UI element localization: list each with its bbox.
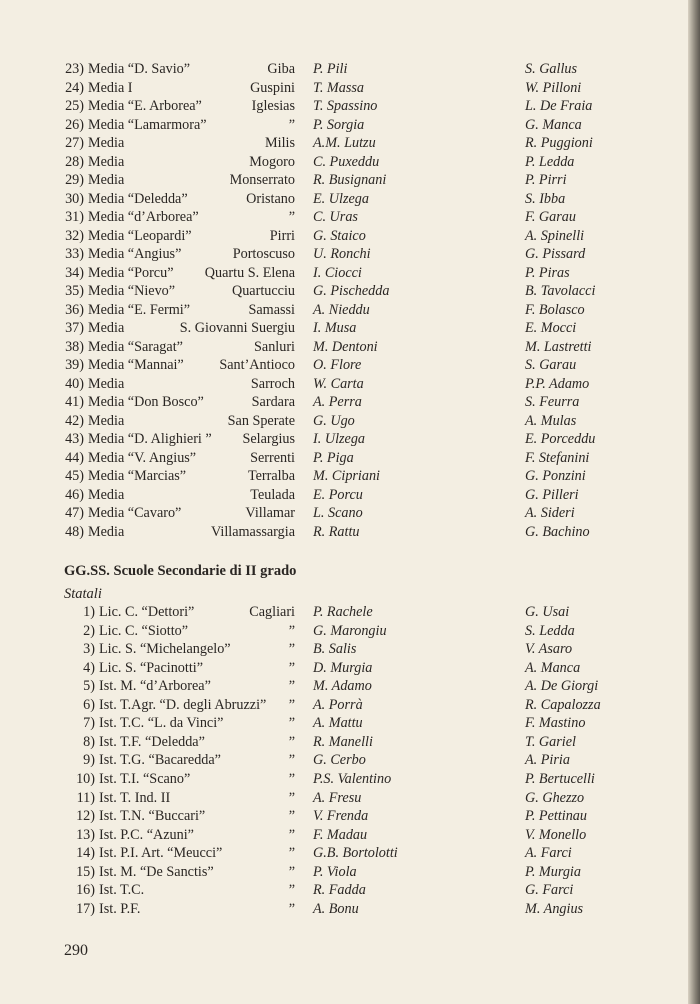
principal-name: W. Carta — [313, 375, 364, 392]
list-row — [0, 97, 690, 115]
school-name: Media “D. Alighieri ” — [88, 431, 212, 448]
principal-name: G. Marongiu — [313, 622, 387, 639]
school-name: Media “Angius” — [88, 246, 182, 263]
row-number: 1) — [83, 604, 95, 620]
school-name: Media “D. Savio” — [88, 61, 191, 77]
row-number: 40) — [65, 375, 84, 392]
teacher-name: F. Stefanini — [525, 449, 590, 466]
school-name: Ist. M. “De Sanctis” — [99, 863, 214, 880]
row-number: 31) — [65, 209, 84, 226]
principal-name: P. Rachele — [313, 604, 373, 620]
school-name: Ist. T.I. “Scano” — [99, 770, 191, 787]
principal-name: R. Busignani — [313, 172, 387, 189]
row-number: 37) — [65, 320, 84, 337]
list-row — [0, 190, 690, 208]
school-name: Media — [88, 135, 125, 152]
list-row — [0, 412, 690, 430]
row-number: 30) — [65, 190, 84, 207]
city: ” — [288, 752, 295, 769]
list-row — [0, 319, 690, 337]
city: Mogoro — [249, 153, 295, 170]
list-row — [0, 264, 690, 282]
principal-name: G. Staico — [313, 227, 366, 244]
school-name: Ist. T.G. “Bacaredda” — [99, 752, 221, 769]
school-name: Ist. T.C. “L. da Vinci” — [99, 715, 224, 732]
teacher-name: P. Piras — [525, 264, 570, 281]
city: Villamassargia — [211, 524, 295, 540]
teacher-name: P. Pettinau — [525, 808, 587, 825]
row-number: 5) — [83, 678, 95, 695]
teacher-name: A. Piria — [525, 752, 570, 769]
principal-name: G.B. Bortolotti — [313, 845, 398, 862]
school-name: Media I — [88, 79, 133, 96]
city: Sardara — [251, 394, 295, 411]
city: Quartu S. Elena — [204, 264, 295, 281]
row-number: 13) — [76, 826, 95, 843]
school-name: Ist. T.F. “Deledda” — [99, 733, 205, 750]
city: Cagliari — [249, 604, 295, 620]
list-row — [0, 208, 690, 226]
principal-name: P. Sorgia — [313, 116, 365, 133]
teacher-name: G. Manca — [525, 116, 582, 133]
principal-name: E. Ulzega — [313, 190, 369, 207]
principal-name: R. Fadda — [313, 882, 366, 899]
list-row — [0, 714, 690, 732]
city: Terralba — [247, 468, 295, 485]
school-name: Media “V. Angius” — [88, 449, 197, 466]
principal-name: O. Flore — [313, 357, 362, 374]
row-number: 16) — [76, 882, 95, 899]
principal-name: A. Nieddu — [313, 301, 370, 318]
school-name: Media “Mannai” — [88, 357, 184, 374]
list-row — [0, 430, 690, 448]
teacher-name: G. Ponzini — [525, 468, 586, 485]
teacher-name: G. Pilleri — [525, 486, 579, 503]
section-heading: GG.SS. Scuole Secondarie di II grado — [64, 563, 297, 579]
list-row — [0, 622, 690, 640]
school-name: Media — [88, 153, 125, 170]
list-row — [0, 245, 690, 263]
principal-name: L. Scano — [313, 505, 363, 522]
teacher-name: P. Ledda — [525, 153, 575, 170]
teacher-name: P. Bertucelli — [525, 770, 595, 787]
list-row — [0, 282, 690, 300]
row-number: 38) — [65, 338, 84, 355]
city: ” — [288, 733, 295, 750]
teacher-name: A. Farci — [525, 845, 572, 862]
row-number: 28) — [65, 153, 84, 170]
row-number: 44) — [65, 449, 84, 466]
school-name: Ist. P.I. Art. “Meucci” — [99, 845, 223, 862]
school-name: Ist. T.Agr. “D. degli Abruzzi” — [99, 696, 267, 713]
city: ” — [288, 863, 295, 880]
page-number: 290 — [64, 942, 88, 959]
principal-name: M. Cipriani — [313, 468, 381, 485]
row-number: 14) — [76, 845, 95, 862]
school-name: Media “Porcu” — [88, 264, 174, 281]
school-name: Ist. P.F. — [99, 900, 141, 917]
teacher-name: A. Mulas — [525, 412, 577, 429]
school-name: Media “Marcias” — [88, 468, 187, 485]
list-row — [0, 807, 690, 825]
principal-name: G. Cerbo — [313, 752, 366, 769]
teacher-name: S. Gallus — [525, 61, 578, 77]
principal-name: R. Manelli — [313, 733, 373, 750]
teacher-name: T. Gariel — [525, 733, 576, 750]
principal-name: B. Salis — [313, 641, 357, 658]
list-row — [0, 770, 690, 788]
city: Selargius — [242, 431, 295, 448]
list-row — [0, 900, 690, 918]
row-number: 34) — [65, 264, 84, 281]
teacher-name: E. Mocci — [525, 320, 577, 337]
list-row — [0, 393, 690, 411]
principal-name: A. Bonu — [313, 900, 359, 917]
teacher-name: P.P. Adamo — [525, 375, 590, 392]
city: ” — [288, 900, 295, 917]
teacher-name: M. Lastretti — [525, 338, 592, 355]
school-name: Media “E. Arborea” — [88, 98, 202, 115]
principal-name: C. Uras — [313, 209, 358, 226]
city: ” — [288, 641, 295, 658]
principal-name: A.M. Lutzu — [313, 135, 376, 152]
school-name: Lic. S. “Michelangelo” — [99, 641, 231, 658]
list-row — [0, 227, 690, 245]
principal-name: E. Porcu — [313, 486, 363, 503]
principal-name: A. Fresu — [313, 789, 362, 806]
teacher-name: A. Sideri — [525, 505, 575, 522]
principal-name: T. Spassino — [313, 98, 378, 115]
row-number: 4) — [83, 659, 95, 676]
principal-name: A. Porrà — [313, 696, 363, 713]
principal-name: M. Dentoni — [313, 338, 378, 355]
teacher-name: B. Tavolacci — [525, 283, 596, 300]
principal-name: I. Ulzega — [313, 431, 366, 448]
list-row — [0, 789, 690, 807]
row-number: 9) — [83, 752, 95, 769]
row-number: 3) — [83, 641, 95, 658]
teacher-name: S. Feurra — [525, 394, 580, 411]
city: San Sperate — [227, 412, 295, 429]
list-row — [0, 640, 690, 658]
school-name: Ist. T.C. — [99, 882, 145, 899]
list-row — [0, 603, 690, 621]
section-subheading: Statali — [64, 586, 102, 602]
teacher-name: R. Capalozza — [525, 696, 601, 713]
list-row — [0, 153, 690, 171]
city: Oristano — [246, 190, 295, 207]
list-row — [0, 116, 690, 134]
city: S. Giovanni Suergiu — [179, 320, 295, 337]
school-name: Media — [88, 524, 125, 540]
teacher-name: E. Porceddu — [525, 431, 596, 448]
row-number: 29) — [65, 172, 84, 189]
row-number: 10) — [76, 770, 95, 787]
principal-name: U. Ronchi — [313, 246, 371, 263]
principal-name: M. Adamo — [313, 678, 372, 695]
teacher-name: M. Angius — [525, 900, 584, 917]
row-number: 12) — [76, 808, 95, 825]
teacher-name: A. Manca — [525, 659, 581, 676]
principal-name: A. Mattu — [313, 715, 363, 732]
list-row — [0, 523, 690, 541]
school-name: Media “E. Fermi” — [88, 301, 191, 318]
list-row — [0, 844, 690, 862]
list-row — [0, 696, 690, 714]
principal-name: P. Piga — [313, 449, 354, 466]
principal-name: I. Ciocci — [313, 264, 362, 281]
list-row — [0, 449, 690, 467]
list-row — [0, 134, 690, 152]
row-number: 11) — [76, 789, 95, 806]
teacher-name: S. Ledda — [525, 622, 575, 639]
school-name: Media — [88, 486, 125, 503]
school-name: Lic. S. “Pacinotti” — [99, 659, 204, 676]
school-name: Media “Nievo” — [88, 283, 176, 300]
school-name: Media “Leopardi” — [88, 227, 192, 244]
teacher-name: V. Asaro — [525, 641, 573, 658]
city: Quartucciu — [231, 283, 295, 300]
list-row — [0, 751, 690, 769]
principal-name: A. Perra — [313, 394, 362, 411]
school-name: Media “d’Arborea” — [88, 209, 199, 226]
city: Monserrato — [229, 172, 295, 189]
row-number: 41) — [65, 394, 84, 411]
city: Sant’Antioco — [219, 357, 295, 374]
city: ” — [288, 659, 295, 676]
school-name: Ist. M. “d’Arborea” — [99, 678, 211, 695]
school-name: Ist. T. Ind. II — [99, 789, 171, 806]
list-row — [0, 659, 690, 677]
row-number: 46) — [65, 486, 84, 503]
school-name: Media “Cavaro” — [88, 505, 182, 522]
teacher-name: G. Pissard — [525, 246, 586, 263]
city: ” — [288, 622, 295, 639]
city: ” — [288, 770, 295, 787]
city: Samassi — [248, 301, 295, 318]
teacher-name: A. De Giorgi — [525, 678, 599, 695]
principal-name: F. Madau — [313, 826, 368, 843]
teacher-name: G. Bachino — [525, 524, 590, 540]
city: ” — [288, 845, 295, 862]
teacher-name: G. Farci — [525, 882, 574, 899]
list-row — [0, 486, 690, 504]
list-row — [0, 733, 690, 751]
teacher-name: S. Garau — [525, 357, 577, 374]
principal-name: V. Frenda — [313, 808, 369, 825]
city: ” — [288, 116, 295, 133]
teacher-name: W. Pilloni — [525, 79, 582, 96]
row-number: 43) — [65, 431, 84, 448]
city: ” — [288, 882, 295, 899]
city: Teulada — [250, 486, 295, 503]
teacher-name: F. Garau — [525, 209, 576, 226]
row-number: 6) — [83, 696, 95, 713]
list-row — [0, 504, 690, 522]
city: Giba — [267, 61, 295, 77]
teacher-name: P. Pirri — [525, 172, 567, 189]
teacher-name: F. Bolasco — [525, 301, 585, 318]
row-number: 27) — [65, 135, 84, 152]
row-number: 17) — [76, 900, 95, 917]
school-name: Media “Saragat” — [88, 338, 183, 355]
row-number: 42) — [65, 412, 84, 429]
principal-name: R. Rattu — [313, 524, 360, 540]
school-name: Media — [88, 375, 125, 392]
principal-name: C. Puxeddu — [313, 153, 380, 170]
principal-name: P. Pili — [313, 61, 348, 77]
list-row — [0, 60, 690, 78]
school-name: Lic. C. “Siotto” — [99, 622, 189, 639]
teacher-name: F. Mastino — [525, 715, 586, 732]
row-number: 48) — [65, 524, 84, 540]
row-number: 36) — [65, 301, 84, 318]
row-number: 47) — [65, 505, 84, 522]
list-row — [0, 356, 690, 374]
row-number: 7) — [83, 715, 95, 732]
list-row — [0, 301, 690, 319]
list-row — [0, 338, 690, 356]
city: Sanluri — [254, 338, 295, 355]
teacher-name: S. Ibba — [525, 190, 566, 207]
list-row — [0, 467, 690, 485]
row-number: 32) — [65, 227, 84, 244]
teacher-name: R. Puggioni — [525, 135, 593, 152]
list-row — [0, 826, 690, 844]
school-name: Ist. T.N. “Buccari” — [99, 808, 206, 825]
row-number: 2) — [83, 622, 95, 639]
row-number: 39) — [65, 357, 84, 374]
city: ” — [288, 789, 295, 806]
principal-name: I. Musa — [313, 320, 357, 337]
school-name: Media — [88, 320, 125, 337]
list-row — [0, 677, 690, 695]
teacher-name: L. De Fraia — [525, 98, 593, 115]
row-number: 8) — [83, 733, 95, 750]
city: Milis — [265, 135, 295, 152]
city: ” — [288, 715, 295, 732]
city: Guspini — [250, 79, 295, 96]
school-name: Lic. C. “Dettori” — [99, 604, 195, 620]
teacher-name: P. Murgia — [525, 863, 581, 880]
teacher-name: G. Ghezzo — [525, 789, 585, 806]
school-name: Ist. P.C. “Azuni” — [99, 826, 194, 843]
city: ” — [288, 826, 295, 843]
principal-name: P.S. Valentino — [313, 770, 392, 787]
city: ” — [288, 696, 295, 713]
school-name: Media “Lamarmora” — [88, 116, 207, 133]
city: Pirri — [269, 227, 295, 244]
city: ” — [288, 808, 295, 825]
city: Iglesias — [251, 98, 295, 115]
row-number: 23) — [65, 61, 84, 77]
list-row — [0, 375, 690, 393]
list-row — [0, 79, 690, 97]
row-number: 26) — [65, 116, 84, 133]
principal-name: D. Murgia — [313, 659, 373, 676]
city: Portoscuso — [232, 246, 295, 263]
city: Sarroch — [250, 375, 295, 392]
list-row — [0, 881, 690, 899]
city: ” — [288, 209, 295, 226]
school-name: Media — [88, 172, 125, 189]
principal-name: P. Viola — [313, 863, 357, 880]
school-name: Media “Deledda” — [88, 190, 188, 207]
row-number: 35) — [65, 283, 84, 300]
teacher-name: G. Usai — [525, 604, 570, 620]
school-name: Media “Don Bosco” — [88, 394, 204, 411]
teacher-name: A. Spinelli — [525, 227, 585, 244]
city: Serrenti — [250, 449, 295, 466]
principal-name: G. Ugo — [313, 412, 355, 429]
school-name: Media — [88, 412, 125, 429]
row-number: 24) — [65, 79, 84, 96]
row-number: 33) — [65, 246, 84, 263]
row-number: 45) — [65, 468, 84, 485]
city: ” — [288, 678, 295, 695]
principal-name: G. Pischedda — [313, 283, 390, 300]
list-row — [0, 171, 690, 189]
row-number: 15) — [76, 863, 95, 880]
list-row — [0, 863, 690, 881]
city: Villamar — [245, 505, 295, 522]
row-number: 25) — [65, 98, 84, 115]
teacher-name: V. Monello — [525, 826, 587, 843]
principal-name: T. Massa — [313, 79, 364, 96]
